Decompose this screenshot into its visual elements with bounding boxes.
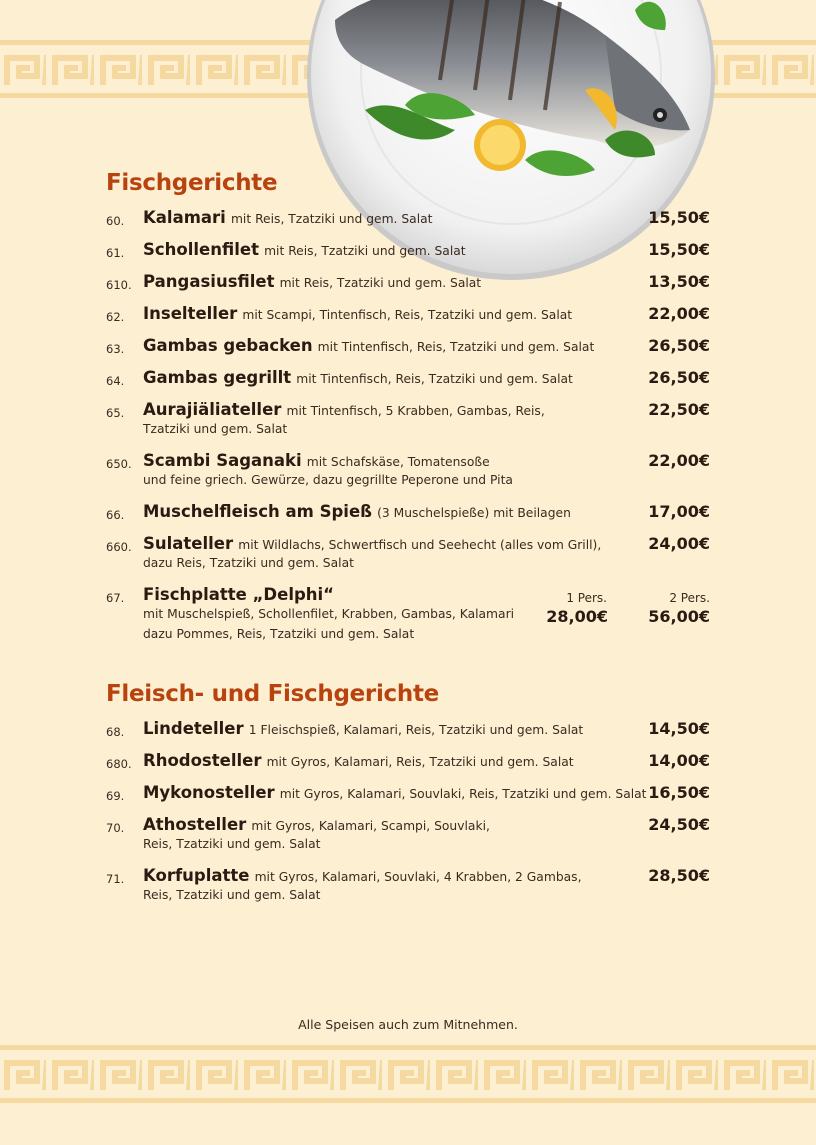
item-name: Rhodosteller: [143, 751, 262, 770]
item-description: mit Wildlachs, Schwertfisch und Seehecht (alles vom Grill),: [238, 538, 602, 552]
item-description: mit Scampi, Tintenfisch, Reis, Tzatziki und gem. Salat: [242, 308, 573, 322]
item-number: 70.: [106, 821, 125, 835]
item-description: 1 Fleischspieß, Kalamari, Reis, Tzatziki und gem. Salat: [248, 723, 584, 737]
item-number: 62.: [106, 310, 125, 324]
item-price: 15,50€: [648, 240, 710, 259]
item-name: Sulateller: [143, 534, 234, 553]
price-col-2: 56,00€: [648, 607, 710, 626]
item-number: 65.: [106, 406, 125, 420]
item-name: Kalamari: [143, 208, 226, 227]
item-description-line2: dazu Reis, Tzatziki und gem. Salat: [143, 556, 354, 570]
price-col-1: 28,00€: [546, 607, 608, 626]
item-number: 610.: [106, 278, 132, 292]
item-price: 24,00€: [648, 534, 710, 553]
item-price: 22,00€: [648, 451, 710, 470]
item-price: 14,00€: [648, 751, 710, 770]
item-number: 71.: [106, 872, 125, 886]
item-price: 26,50€: [648, 336, 710, 355]
takeaway-note: Alle Speisen auch zum Mitnehmen.: [298, 1017, 518, 1032]
item-price: 28,50€: [648, 866, 710, 885]
item-price: 14,50€: [648, 719, 710, 738]
item-number: 60.: [106, 214, 125, 228]
item-description: mit Gyros, Kalamari, Souvlaki, 4 Krabben, 2 Gambas,: [254, 870, 582, 884]
item-price: 15,50€: [648, 208, 710, 227]
item-number: 63.: [106, 342, 125, 356]
item-description-line2: Reis, Tzatziki und gem. Salat: [143, 837, 321, 851]
item-name: Fischplatte „Delphi“: [143, 585, 335, 604]
item-number: 680.: [106, 757, 132, 771]
item-number: 67.: [106, 591, 125, 605]
item-name: Athosteller: [143, 815, 247, 834]
item-name: Pangasiusfilet: [143, 272, 275, 291]
item-name: Korfuplatte: [143, 866, 250, 885]
section-title-fischgerichte: Fischgerichte: [106, 170, 278, 196]
item-name: Scambi Saganaki: [143, 451, 302, 470]
item-description: mit Tintenfisch, Reis, Tzatziki und gem. Salat: [317, 340, 595, 354]
item-price: 13,50€: [648, 272, 710, 291]
price-col-1-label: 1 Pers.: [566, 591, 607, 605]
item-description-line2: und feine griech. Gewürze, dazu gegrillte Peperone und Pita: [143, 473, 513, 487]
item-price: 22,00€: [648, 304, 710, 323]
item-number: 660.: [106, 540, 132, 554]
item-number: 69.: [106, 789, 125, 803]
item-number: 66.: [106, 508, 125, 522]
item-description: mit Gyros, Kalamari, Souvlaki, Reis, Tzatziki und gem. Salat: [279, 787, 647, 801]
item-description: (3 Muschelspieße) mit Beilagen: [377, 506, 571, 520]
price-col-2-label: 2 Pers.: [669, 591, 710, 605]
item-description: mit Reis, Tzatziki und gem. Salat: [279, 276, 482, 290]
item-description: mit Reis, Tzatziki und gem. Salat: [230, 212, 433, 226]
item-number: 68.: [106, 725, 125, 739]
item-price: 24,50€: [648, 815, 710, 834]
item-number: 61.: [106, 246, 125, 260]
item-name: Muschelfleisch am Spieß: [143, 502, 373, 521]
item-name: Inselteller: [143, 304, 238, 323]
item-number: 64.: [106, 374, 125, 388]
item-description-line2: mit Muschelspieß, Schollenfilet, Krabben, Gambas, Kalamari: [143, 607, 515, 621]
greek-key-border-bottom: [0, 1045, 816, 1103]
item-price: 26,50€: [648, 368, 710, 387]
item-name: Gambas gegrillt: [143, 368, 292, 387]
item-price: 16,50€: [648, 783, 710, 802]
section-title-fleisch-und-fischgerichte: Fleisch- und Fischgerichte: [106, 681, 439, 707]
item-number: 650.: [106, 457, 132, 471]
item-price: 22,50€: [648, 400, 710, 419]
item-price: 17,00€: [648, 502, 710, 521]
item-description-line3: dazu Pommes, Reis, Tzatziki und gem. Salat: [143, 627, 415, 641]
item-name: Aurajiäliateller: [143, 400, 282, 419]
item-name: Schollenfilet: [143, 240, 259, 259]
item-description: mit Tintenfisch, Reis, Tzatziki und gem. Salat: [296, 372, 573, 386]
item-name: Lindeteller: [143, 719, 244, 738]
item-description: mit Gyros, Kalamari, Scampi, Souvlaki,: [251, 819, 490, 833]
item-name: Mykonosteller: [143, 783, 275, 802]
item-description-line2: Reis, Tzatziki und gem. Salat: [143, 888, 321, 902]
item-description: mit Gyros, Kalamari, Reis, Tzatziki und gem. Salat: [266, 755, 574, 769]
item-name: Gambas gebacken: [143, 336, 313, 355]
item-description: mit Tintenfisch, 5 Krabben, Gambas, Reis,: [286, 404, 545, 418]
item-description: mit Schafskäse, Tomatensoße: [306, 455, 490, 469]
item-description-line2: Tzatziki und gem. Salat: [143, 422, 288, 436]
item-description: mit Reis, Tzatziki und gem. Salat: [264, 244, 466, 258]
